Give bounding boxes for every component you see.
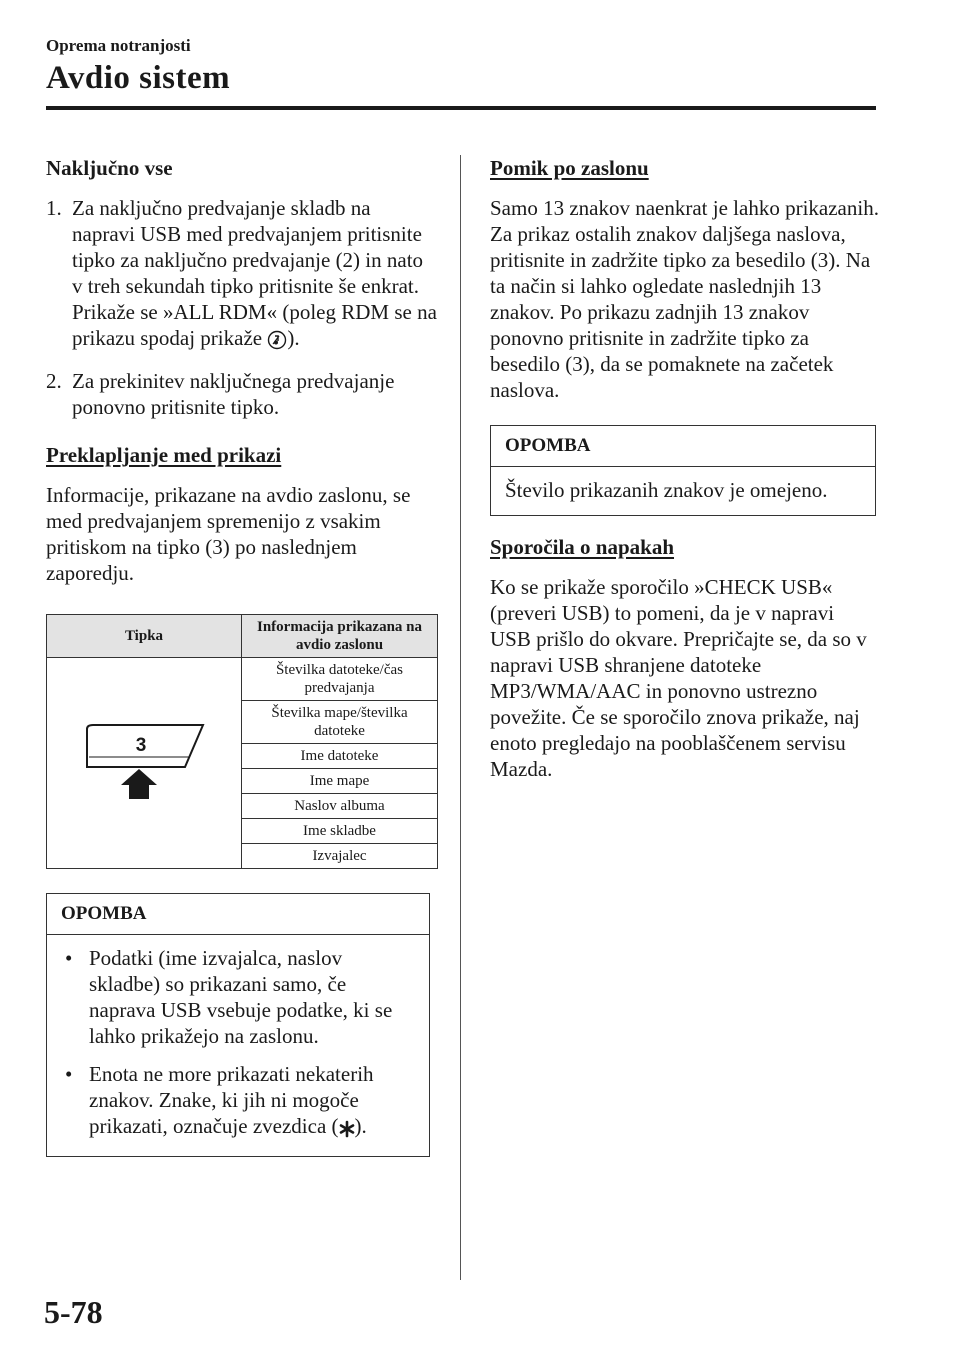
col-key-header: Tipka <box>47 615 242 658</box>
step-text: Za prekinitev naključnega predvajanje ponovno pritisnite tipko. <box>72 369 395 419</box>
switch-heading: Preklapljanje med prikazi <box>46 443 282 467</box>
key-cell <box>47 658 242 869</box>
title-rule <box>46 106 876 110</box>
bullet-dot: • <box>65 946 73 970</box>
error-heading: Sporočila o napakah <box>490 535 675 559</box>
step-number: 2. <box>46 369 62 393</box>
bullet-text-end: ). <box>354 1114 367 1138</box>
display-sequence-table <box>46 614 438 869</box>
info-row: Ime mape <box>242 769 438 794</box>
scroll-heading: Pomik po zaslonu <box>490 156 649 180</box>
bullet-text: Podatki (ime izvajalca, naslov skladbe) so prikazani samo, če naprava USB vsebuje podatke, ki se lahko prikažejo na zaslonu. <box>89 946 393 1048</box>
info-row: Izvajalec <box>242 844 438 869</box>
step-number: 1. <box>46 196 62 220</box>
section-label: Oprema notranjosti <box>46 36 191 55</box>
right-column <box>490 155 880 782</box>
page-number: 5-78 <box>44 1294 103 1330</box>
scroll-text: Samo 13 znakov naenkrat je lahko prikazanih. Za prikaz ostalih znakov daljšega naslova, pritisnite in zadržite tipko za besedilo (3). Na ta način si lahko ogledate naslednjih 13 znakov. Po prikazu zadnjih 13 znakov ponovno pritisnite in zadržite tipko za besedilo (3), da se pomaknete na začetek naslova. <box>490 196 879 402</box>
column-divider <box>460 155 461 1280</box>
page-title: Avdio sistem <box>46 60 231 96</box>
left-column <box>46 155 438 1157</box>
note-box-left <box>46 893 430 1157</box>
bullet-text: Enota ne more prikazati nekaterih znakov. Znake, ki jih ni mogoče prikazati, označuje zvezdica ( <box>89 1062 374 1138</box>
note-text: Število prikazanih znakov je omejeno. <box>505 478 828 502</box>
info-row: Ime skladbe <box>242 819 438 844</box>
step-2 <box>46 368 438 420</box>
note-bullet <box>61 1061 415 1144</box>
random-heading: Naključno vse <box>46 156 173 180</box>
random-icon <box>267 330 287 356</box>
col-info-header: Informacija prikazana na avdio zaslonu <box>242 615 438 658</box>
error-text: Ko se prikaže sporočilo »CHECK USB« (preveri USB) to pomeni, da je v napravi USB prišlo do okvare. Prepričajte se, da so v napravi USB shranjene datoteke MP3/WMA/AAC in ponovno ustrezno povežite. Če se sporočilo znova prikaže, naj enoto pregledajo na pooblaščenem servisu Mazda. <box>490 575 867 781</box>
note-title: OPOMBA <box>491 426 875 467</box>
note-bullet <box>61 945 415 1049</box>
button-3-icon <box>79 719 209 803</box>
step-text-end: ). <box>287 326 300 350</box>
asterisk-icon <box>339 1118 355 1144</box>
info-row: Ime datoteke <box>242 744 438 769</box>
switch-text: Informacije, prikazane na avdio zaslonu, se med predvajanjem spremenijo z vsakim pritiskom na tipko (3) po naslednjem zaporedju. <box>46 483 411 585</box>
note-box-right <box>490 425 876 516</box>
info-row: Številka datoteke/čas predvajanja <box>242 658 438 701</box>
step-1 <box>46 195 438 356</box>
info-row: Številka mape/številka datoteke <box>242 701 438 744</box>
note-title: OPOMBA <box>47 894 429 935</box>
info-row: Naslov albuma <box>242 794 438 819</box>
bullet-dot: • <box>65 1062 73 1086</box>
step-text: Za naključno predvajanje skladb na napravi USB med predvajanjem pritisnite tipko za naključno predvajanje (2) in nato v treh sekundah tipko pritisnite še enkrat. Prikaže se »ALL RDM« (poleg RDM se na prikazu spodaj prikaže <box>72 196 437 350</box>
button-label: 3 <box>135 734 147 756</box>
